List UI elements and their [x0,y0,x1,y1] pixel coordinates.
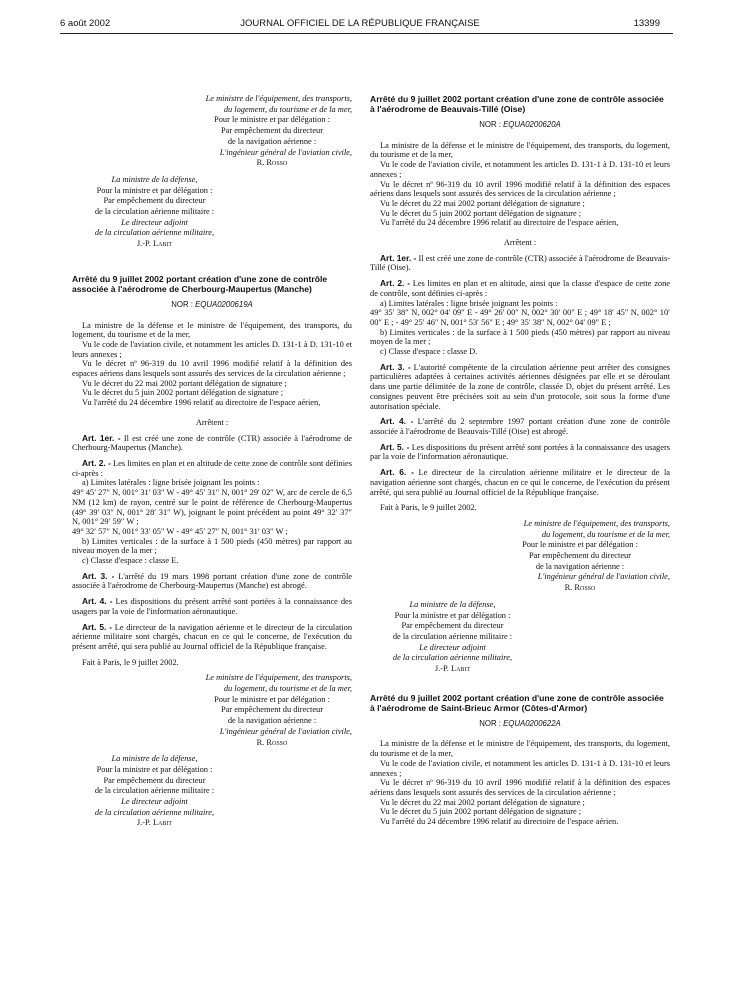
preamble-line: Vu le code de l'aviation civile, et notamment les articles D. 131-1 à D. 131-10 et leurs annexes ; [72,339,352,359]
sig-line: Le ministre de l'équipement, des transports, [523,518,670,528]
nor-reference-2 [370,719,670,729]
article-text: Les dispositions du présent arrêté sont portées à la connaissance des usagers par la voie de l'information aéronautique. [370,442,670,462]
article-heading: Art. 5. - [380,441,410,452]
right-column [370,94,670,827]
article-text: Il est créé une zone de contrôle (CTR) associée à l'aérodrome de Cherbourg-Maupertus (Manche). [72,433,353,453]
article-text: L'arrêté du 19 mars 1998 portant création d'une zone de contrôle associée à l'aérodrome de Cherbourg-Maupertus (Manche) est abrogé. [72,571,352,591]
sig-line: de la navigation aérienne : [227,716,317,726]
decree-title: Arrêté du 9 juillet 2002 portant création d'une zone de contrôle associée à l'aérodrome de Cherbourg-Maupertus (Manche) [72,273,328,294]
article-heading: Art. 4. - [380,416,414,427]
article-heading: Art. 3. - [82,570,115,581]
decree-title: Arrêté du 9 juillet 2002 portant création d'une zone de contrôle associée à l'aérodrome de Beauvais-Tillé (Oise) [370,94,664,114]
preamble-line: Vu le décret nº 96-319 du 10 avril 1996 modifié relatif à la définition des espaces aériens dans lesquels sont assurés des services de la circulation aérienne ; [370,778,670,797]
preamble-line: Vu le décret du 5 juin 2002 portant délégation de signature ; [82,388,284,398]
signature-block-equipement [72,94,352,168]
sig-line: La ministre de la défense, [409,599,496,609]
article-2-a: a) Limites latérales : ligne brisée joignant les points : [82,478,260,488]
sig-line: de la circulation aérienne militaire : [94,207,215,217]
header-page-number: 13399 [633,18,660,29]
sig-line: de la navigation aérienne : [535,561,625,571]
sig-line: Le directeur adjoint [121,797,188,807]
preamble-line: Vu l'arrêté du 24 décembre 1996 relatif au directoire de l'espace aérien. [380,817,619,827]
preamble-line: La ministre de la défense et le ministre de l'équipement, des transports, du logement, du tourisme et de la mer, [370,140,670,160]
article-1 [370,254,670,273]
article-3 [370,363,670,412]
nor-code: EQUA0200622A [503,718,561,728]
preamble-line: Vu l'arrêté du 24 décembre 1996 relatif au directoire de l'espace aérien, [380,218,619,228]
preamble-line: La ministre de la défense et le ministre de l'équipement, des transports, du logement, du tourisme et de la mer, [72,320,352,340]
signature-block-equipement-2 [72,673,352,747]
article-2 [370,279,670,298]
signatory-name: J.-P. Labit [136,239,173,249]
article-3 [72,572,352,591]
article-text: Les limites en plan et en altitude de cette zone de contrôle sont définies ci-après : [72,458,352,478]
arretent-heading: Arrêtent : [503,238,537,248]
sig-line: Le ministre de l'équipement, des transports, [205,673,352,683]
header-journal-title: JOURNAL OFFICIEL DE LA RÉPUBLIQUE FRANÇAISE [240,18,480,29]
article-2 [72,459,352,478]
article-heading: Art. 1er. - [82,432,121,443]
sig-line: Pour la ministre et par délégation : [394,610,511,620]
sig-line: La ministre de la défense, [111,174,198,184]
article-text: Les dispositions du présent arrêté sont portées à la connaissance des usagers par la voie de l'information aéronautique. [72,597,352,616]
article-text: L'arrêté du 2 septembre 1997 portant création d'une zone de contrôle associée à l'aérodrome de Beauvais-Tillé (Oise) est abrogé. [370,417,671,436]
sig-line: L'ingénieur général de l'aviation civile, [219,726,352,736]
sig-line: Par empêchement du directeur [103,775,206,785]
nor-reference [370,120,670,130]
article-2-points: 49° 45′ 27″ N, 001° 31′ 03″ W - 49° 45′ 31″ N, 001° 29′ 02″ W, arc de cercle de 6,5 NM (12 km) de rayon, centré sur le point de référence de Cherbourg-Maupertus (49° 39′ 03″ N, 001° 28′ 31″ W), joignant le point précédent au point 49° 32′ 37″ N, 001° 29′ 59″ W ; [72,488,352,527]
article-2-points-end: 49° 32′ 57″ N, 001° 33′ 05″ W - 49° 45′ 27″ N, 001° 31′ 03″ W ; [72,526,288,536]
sig-line: de la circulation aérienne militaire, [392,653,513,663]
preamble-line: Vu le décret nº 96-319 du 10 avril 1996 modifié relatif à la définition des espaces aériens dans lesquels sont assurés des services de la circulation aérienne ; [370,179,670,199]
sig-line: de la circulation aérienne militaire, [94,228,215,238]
signature-block-equipement [370,519,670,593]
header-rule [60,33,673,34]
nor-reference [72,300,352,310]
nor-label: NOR : [479,718,501,728]
arretent-heading: Arrêtent : [195,417,229,427]
sig-line: du logement, du tourisme et de la mer, [223,104,352,114]
article-heading: Art. 2. - [380,278,411,289]
signature-block-defense [370,600,535,674]
article-heading: Art. 6. - [380,467,414,478]
sig-line: Le directeur adjoint [419,642,486,652]
article-2-a: a) Limites latérales : ligne brisée joignant les points : [380,298,558,308]
signature-block-defense [72,175,237,249]
sig-line: Pour le ministre et par délégation : [214,115,330,125]
sig-line: Par empêchement du directeur [401,621,504,631]
article-text: Le directeur de la circulation aérienne militaire et le directeur de la navigation aérienne sont chargés, chacun en ce qui le concerne, de l'exécution du présent arrêté, qui sera publié au Journal officiel de la République française. [370,468,670,497]
nor-code: EQUA0200620A [503,120,561,129]
sig-line: Pour la ministre et par délégation : [96,764,213,774]
article-heading: Art. 1er. - [380,252,417,263]
preamble-line: Vu le décret nº 96-319 du 10 avril 1996 modifié relatif à la définition des espaces aériens dans lesquels sont assurés des services de la circulation aérienne ; [72,359,352,379]
article-heading: Art. 2. - [82,457,111,468]
article-2-b: b) Limites verticales : de la surface à 1 500 pieds (450 mètres) par rapport au niveau moyen de la mer ; [72,536,352,556]
sig-line: Par empêchement du directeur [220,126,324,136]
signatory-name: J.-P. Labit [136,818,173,828]
preamble-line: La ministre de la défense et le ministre de l'équipement, des transports, du logement, du tourisme et de la mer, [370,739,670,759]
sig-line: de la navigation aérienne : [227,136,317,146]
header-date: 6 août 2002 [60,18,111,29]
sig-line: L'ingénieur général de l'aviation civile, [219,147,352,157]
article-heading: Art. 3. - [380,361,411,372]
preamble-line: Vu le décret du 22 mai 2002 portant délégation de signature ; [380,797,585,807]
article-heading: Art. 4. - [82,596,113,607]
preamble-line: Vu le décret du 22 mai 2002 portant délégation de signature ; [380,198,585,208]
nor-label: NOR : [171,299,193,309]
left-column [72,94,352,829]
article-text: Les limites en plan et en altitude, ainsi que la classe d'espace de cette zone de contrôle, sont définies ci-après : [370,279,671,298]
article-5 [370,443,670,462]
article-text: L'autorité compétente de la circulation aérienne peut arrêter des consignes particulières adaptées à certaines activités aériennes désignées par elle et se déroulant dans une partie délimitée de la zone de contrôle, classée D, objet du présent arrêté. Les consignes peuvent être précisées soit au sein d'un protocole, soit sous la forme d'une autorisation spéciale. [370,362,670,411]
preamble-line: Vu le décret du 5 juin 2002 portant délégation de signature ; [380,208,582,218]
sig-line: du logement, du tourisme et de la mer, [541,529,670,539]
sig-line: de la circulation aérienne militaire : [94,786,215,796]
signatory-name: R. Rosso [256,737,288,747]
article-text: Il est créé une zone de contrôle (CTR) associée à l'aérodrome de Beauvais-Tillé (Oise). [370,253,671,273]
preamble-line: Vu le code de l'aviation civile, et notamment les articles D. 131-1 à D. 131-10 et leurs annexes ; [370,758,670,778]
signatory-name: R. Rosso [564,583,596,593]
signature-block-defense-2 [72,754,237,828]
sig-line: du logement, du tourisme et de la mer, [223,684,352,694]
article-4 [72,597,352,616]
article-1 [72,434,352,453]
nor-label: NOR : [479,120,501,129]
sig-line: de la circulation aérienne militaire : [392,631,513,641]
article-4 [370,417,670,436]
article-2-points: 49° 35′ 38″ N, 002° 04′ 09″ E - 49° 26′ 00″ N, 002° 30′ 00″ E ; 49° 18′ 45″ N, 002° 10′ 00″ E ; - 49° 25′ 46″ N, 001° 53′ 56″ E ; 49° 35′ 38″ N, 002° 04′ 09″ E ; [370,308,670,327]
sig-line: Le ministre de l'équipement, des transports, [205,94,352,103]
sig-line: Pour le ministre et par délégation : [214,694,330,704]
sig-line: Pour le ministre et par délégation : [522,540,638,550]
decree-title-2: Arrêté du 9 juillet 2002 portant création d'une zone de contrôle associée à l'aérodrome de Saint-Brieuc Armor (Côtes-d'Armor) [370,692,664,713]
sig-line: La ministre de la défense, [111,754,198,764]
article-6 [370,468,670,497]
sig-line: L'ingénieur général de l'aviation civile, [537,572,670,582]
sig-line: Le directeur adjoint [121,217,188,227]
article-2-b: b) Limites verticales : de la surface à 1 500 pieds (450 mètres) par rapport au niveau moyen de la mer ; [370,327,670,347]
sig-line: Pour la ministre et par délégation : [96,185,213,195]
preamble-line: Vu le code de l'aviation civile, et notamment les articles D. 131-1 à D. 131-10 et leurs annexes ; [370,160,670,179]
fait-a-paris: Fait à Paris, le 9 juillet 2002. [380,503,477,513]
signatory-name: R. Rosso [256,158,288,168]
sig-line: de la circulation aérienne militaire, [94,807,215,817]
article-heading: Art. 5. - [82,621,113,632]
sig-line: Par empêchement du directeur [220,705,324,715]
sig-line: Par empêchement du directeur [103,196,206,206]
preamble-line: Vu le décret du 5 juin 2002 portant délégation de signature ; [380,807,582,817]
nor-code: EQUA0200619A [195,299,253,309]
signatory-name: J.-P. Labit [434,664,471,674]
preamble-line: Vu l'arrêté du 24 décembre 1996 relatif au directoire de l'espace aérien, [82,398,321,408]
article-text: Le directeur de la navigation aérienne et le directeur de la circulation aérienne militaire sont chargés, chacun en ce qui le concerne, de l'exécution du présent arrêté, qui sera publié au Journal officiel de la République française. [72,622,353,651]
article-5 [72,623,352,652]
sig-line: Par empêchement du directeur [528,551,632,561]
fait-a-paris: Fait à Paris, le 9 juillet 2002. [82,657,179,667]
article-2-c: c) Classe d'espace : classe E. [82,556,179,566]
article-2-c: c) Classe d'espace : classe D. [380,347,478,357]
preamble-line: Vu le décret du 22 mai 2002 portant délégation de signature ; [82,378,287,388]
